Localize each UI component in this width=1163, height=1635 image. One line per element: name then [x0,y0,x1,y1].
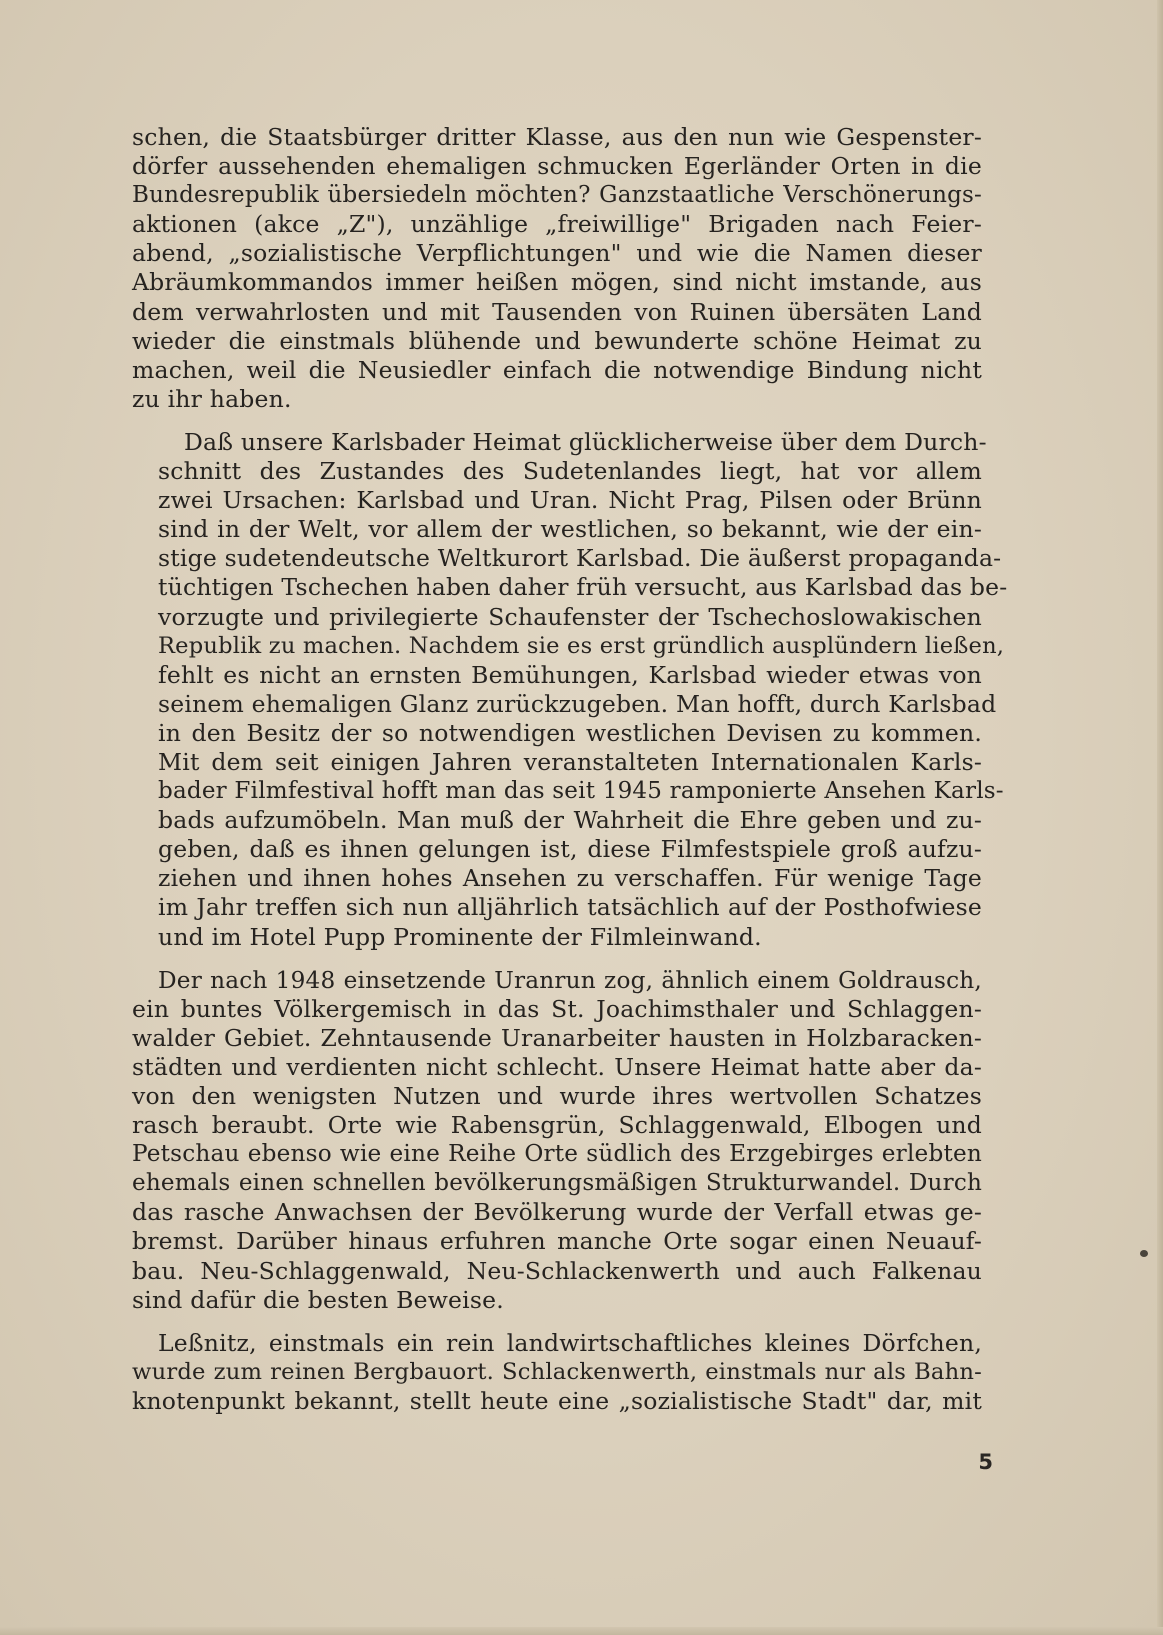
ink-spot [1140,1250,1148,1257]
text-line: das rasche Anwachsen der Bevölkerung wurde der Verfall etwas ge- [132,1198,982,1227]
text-line: wieder die einstmals blühende und bewunderte schöne Heimat zu [132,326,982,355]
text-line: Bundesrepublik übersiedeln möchten? Ganzstaatliche Verschönerungs- [132,182,982,209]
text-line: rasch beraubt. Orte wie Rabensgrün, Schlaggenwald, Elbogen und [132,1111,982,1140]
text-line: fehlt es nicht an ernsten Bemühungen, Karlsbad wieder etwas von [158,660,982,689]
text-line: aktionen (akce „Z"), unzählige „freiwillige" Brigaden nach Feier- [132,210,982,239]
text-line: und im Hotel Pupp Prominente der Filmleinwand. [158,922,762,951]
text-line: bau. Neu-Schlaggenwald, Neu-Schlackenwerth und auch Falkenau [132,1256,982,1285]
text-line: Republik zu machen. Nachdem sie es erst gründlich ausplündern ließen, [158,632,1005,659]
text-line: abend, „sozialistische Verpflichtungen" und wie die Namen dieser [132,239,982,268]
text-line: bremst. Darüber hinaus erfuhren manche Orte sogar einen Neuauf- [132,1227,982,1256]
text-line: Der nach 1948 einsetzende Uranrun zog, ähnlich einem Goldrausch, [158,966,982,994]
text-line: Abräumkommandos immer heißen mögen, sind nicht imstande, aus [132,268,982,297]
paragraph [132,427,1008,952]
page-number: 5 [978,1450,993,1474]
text-line: geben, daß es ihnen gelungen ist, diese Filmfestspiele groß aufzu- [158,835,982,864]
page-edge [1157,0,1163,1635]
text-line: bader Filmfestival hofft man das seit 1945 ramponierte Ansehen Karls- [158,778,1004,805]
text-line: machen, weil die Neusiedler einfach die notwendige Bindung nicht [132,355,982,384]
text-line: schen, die Staatsbürger dritter Klasse, aus den nun wie Gespenster- [132,123,982,151]
text-line: in den Besitz der so notwendigen westlichen Devisen zu kommen. [158,718,982,747]
text-line: wurde zum reinen Bergbauort. Schlackenwerth, einstmals nur als Bahn- [132,1358,982,1385]
text-line: Daß unsere Karlsbader Heimat glücklicherweise über dem Durch- [184,427,987,456]
text-line: seinem ehemaligen Glanz zurückzugeben. Man hofft, durch Karlsbad [158,689,997,718]
text-line: bads aufzumöbeln. Man muß der Wahrheit die Ehre geben und zu- [158,806,982,835]
text-line: ziehen und ihnen hohes Ansehen zu verschaffen. Für wenige Tage [158,864,982,893]
text-line: vorzugte und privilegierte Schaufenster der Tschechoslowakischen [158,602,982,631]
text-line: im Jahr treffen sich nun alljährlich tatsächlich auf der Posthofwiese [158,893,982,922]
text-line: stige sudetendeutsche Weltkurort Karlsbad. Die äußerst propaganda- [158,544,1002,573]
paragraph [132,1329,982,1416]
paragraph [132,966,982,1315]
text-line: schnitt des Zustandes des Sudetenlandes liegt, hat vor allem [158,457,982,486]
page-edge [0,1627,1163,1635]
text-line: tüchtigen Tschechen haben daher früh versucht, aus Karlsbad das be- [158,573,1008,602]
paragraph [132,123,982,414]
text-line: zwei Ursachen: Karlsbad und Uran. Nicht Prag, Pilsen oder Brünn [158,486,982,515]
text-line: ein buntes Völkergemisch in das St. Joachimsthaler und Schlaggen- [132,994,982,1023]
text-line: sind in der Welt, vor allem der westlichen, so bekannt, wie der ein- [158,515,982,544]
text-line: Mit dem seit einigen Jahren veranstalteten Internationalen Karls- [158,747,982,776]
text-line: Leßnitz, einstmals ein rein landwirtschaftliches kleines Dörfchen, [158,1328,982,1357]
text-line: walder Gebiet. Zehntausende Uranarbeiter hausten in Holzbaracken- [132,1023,982,1052]
text-line: ehemals einen schnellen bevölkerungsmäßigen Strukturwandel. Durch [132,1170,982,1197]
text-line: sind dafür die besten Beweise. [132,1285,504,1314]
text-line: dem verwahrlosten und mit Tausenden von Ruinen übersäten Land [132,297,982,326]
text-line: städten und verdienten nicht schlecht. Unsere Heimat hatte aber da- [132,1052,982,1081]
body-text [132,123,1008,1430]
text-line: knotenpunkt bekannt, stellt heute eine „sozialistische Stadt" dar, mit [132,1386,982,1415]
text-line: zu ihr haben. [132,384,292,413]
text-line: von den wenigsten Nutzen und wurde ihres wertvollen Schatzes [132,1082,982,1110]
text-line: dörfer aussehenden ehemaligen schmucken Egerländer Orten in die [132,152,982,181]
text-line: Petschau ebenso wie eine Reihe Orte südlich des Erzgebirges erlebten [132,1141,982,1168]
